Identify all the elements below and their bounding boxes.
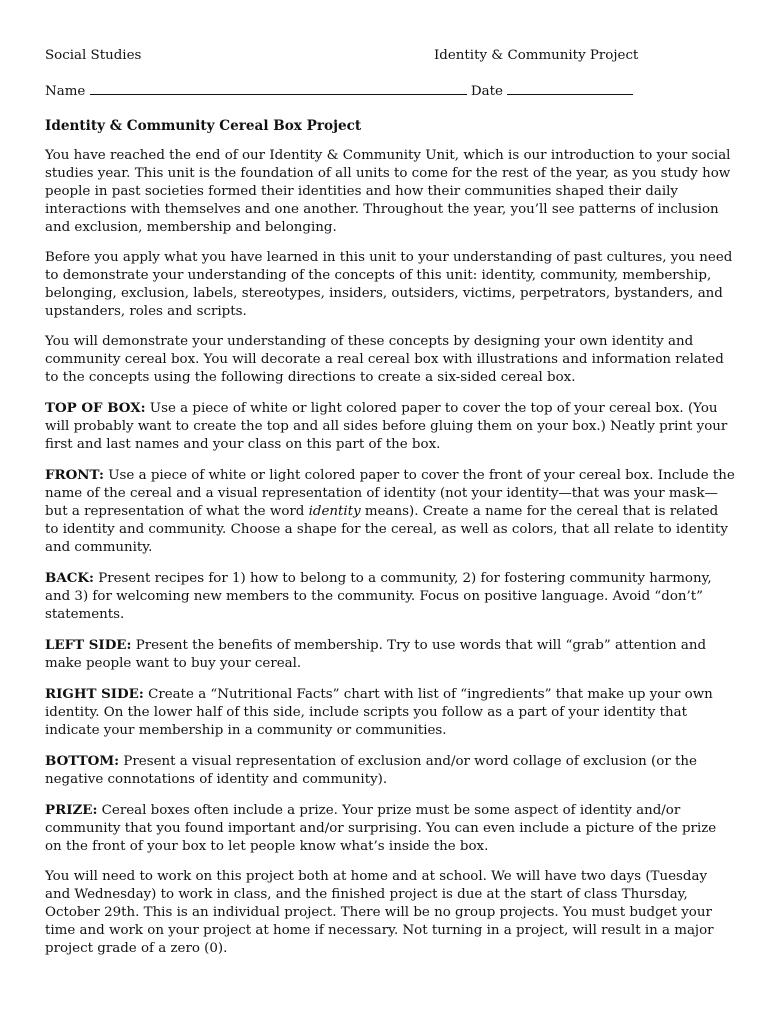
intro-paragraph: You have reached the end of our Identity & Community Unit, which is our introduction to your social studies year. This unit is the foundation of all units to come for the rest of the year, as you study how people in past societies formed their identities and how their communities shaped their daily interactions with themselves and one another. Throughout the year, you’ll see patterns of inclusion and exclusion, membership and belonging. bbox=[45, 148, 731, 235]
section-prize-heading: PRIZE: bbox=[45, 802, 98, 818]
section-bottom-text: Present a visual representation of exclusion and/or word collage of exclusion (or the negative connotations of identity and community). bbox=[45, 754, 697, 787]
section-top-text: Use a piece of white or light colored paper to cover the top of your cereal box. (You will probably want to create the top and all sides before gluing them on your box.) Neatly print your first and last names and your class on this part of the box. bbox=[45, 401, 728, 452]
section-back bbox=[45, 569, 735, 624]
section-left-text: Present the benefits of membership. Try to use words that will “grab” attention and make people want to buy your cereal. bbox=[45, 638, 707, 671]
name-date-line bbox=[45, 80, 685, 102]
section-left-heading: LEFT SIDE: bbox=[45, 637, 132, 653]
section-front-text-a: Use a piece of white or light colored paper to cover the front of your cereal box. Include the name of the cereal and a visual representation of identity (not your identity—that was your mask—but a representation of what the word bbox=[45, 468, 735, 519]
document-title: Identity & Community Cereal Box Project bbox=[45, 118, 362, 134]
section-bottom-heading: BOTTOM: bbox=[45, 753, 120, 769]
before-paragraph: Before you apply what you have learned in this unit to your understanding of past cultures, you need to demonstrate your understanding of the concepts of this unit: identity, community, membership, belonging, exclusion, labels, stereotypes, insiders, outsiders, victims, perpetrators, bystanders, and upstanders, roles and scripts. bbox=[45, 250, 733, 319]
section-top-heading: TOP OF BOX: bbox=[45, 400, 146, 416]
section-prize bbox=[45, 801, 735, 856]
section-back-text: Present recipes for 1) how to belong to a community, 2) for fostering community harmony, and 3) for welcoming new members to the community. Focus on positive language. Avoid “don’t” statements. bbox=[45, 571, 712, 622]
section-prize-text: Cereal boxes often include a prize. Your prize must be some aspect of identity and/or community that you found important and/or surprising. You can even include a picture of the prize on the front of your box to let people know what’s inside the box. bbox=[45, 803, 717, 854]
section-right bbox=[45, 685, 735, 740]
name-blank bbox=[90, 80, 467, 95]
date-label: Date bbox=[470, 84, 503, 99]
date-blank bbox=[507, 80, 633, 95]
demonstrate-paragraph: You will demonstrate your understanding of these concepts by designing your own identity and community cereal box. You will decorate a real cereal box with illustrations and information related to the concepts using the following directions to create a six-sided cereal box. bbox=[45, 334, 724, 385]
section-left bbox=[45, 636, 735, 673]
name-label: Name bbox=[45, 84, 86, 99]
section-right-heading: RIGHT SIDE: bbox=[45, 686, 144, 702]
closing-paragraph: You will need to work on this project both at home and at school. We will have two days (Tuesday and Wednesday) to work in class, and the finished project is due at the start of class Thursday, October 29th. This is an individual project. There will be no group projects. You must budget your time and work on your project at home if necessary. Not turning in a project, will result in a major project grade of a zero (0). bbox=[45, 869, 714, 956]
section-bottom bbox=[45, 752, 735, 789]
section-back-heading: BACK: bbox=[45, 570, 94, 586]
section-front-heading: FRONT: bbox=[45, 467, 104, 483]
section-front-emphasis: identity bbox=[308, 504, 361, 519]
section-top bbox=[45, 399, 735, 454]
project-name: Identity & Community Project bbox=[434, 48, 639, 63]
section-front bbox=[45, 466, 735, 557]
section-right-text: Create a “Nutritional Facts” chart with list of “ingredients” that make up your own identity. On the lower half of this side, include scripts you follow as a part of your identity that indicate your membership in a community or communities. bbox=[45, 687, 713, 738]
section-front-text-b: means). Create a name for the cereal that is related to identity and community. Choose a shape for the cereal, as well as colors, that all relate to identity and community. bbox=[45, 504, 728, 555]
course-name: Social Studies bbox=[45, 48, 142, 63]
document-body bbox=[45, 147, 735, 970]
